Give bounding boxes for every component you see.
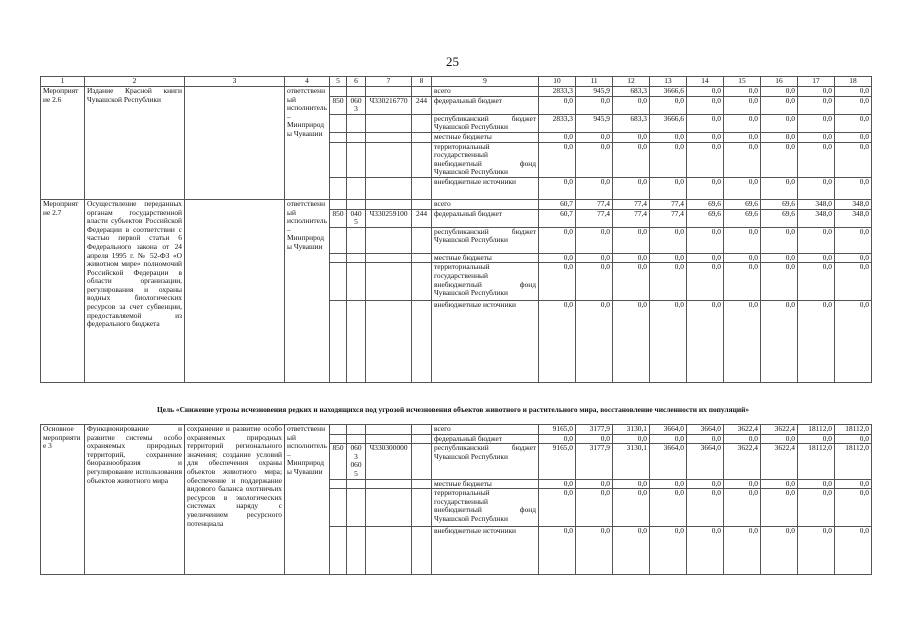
amount-cell: 0,0: [761, 479, 798, 489]
task-text: сохранение и развитие особо охраняемых природных территорий регионального значения; создание условий для обеспечения охраны объектов животного мира; обеспечение и поддержание видового баланса охотничьих ресурсов в экологических системах наряду с увеличением ресурсного потенциала: [185, 425, 285, 575]
amount-cell: 0,0: [724, 114, 761, 132]
amount-cell: 0,0: [650, 142, 687, 177]
amount-cell: 0,0: [761, 87, 798, 97]
amount-cell: 0,0: [761, 227, 798, 253]
amount-cell: 0,0: [613, 489, 650, 527]
header-cell-12: 12: [613, 77, 650, 87]
amount-cell: 0,0: [613, 301, 650, 383]
funding-source: федеральный бюджет: [432, 209, 539, 227]
funding-source: республиканский бюджет Чувашской Республики: [432, 444, 539, 479]
code-empty: [330, 489, 347, 527]
amount-cell: 0,0: [798, 263, 835, 301]
amount-cell: 3664,0: [650, 444, 687, 479]
measure-name: Осуществление переданных органам государственной власти субъектов Российской Федерации в соответствии с частью первой статьи 6 Федерального закона от 24 апреля 1995 г. № 52-ФЗ «О животном мире» полномочий Российской Федерации в области организации, регулирования и охраны водных биологических ресурсов за счет субвенции, предоставляемой из федерального бюджета: [85, 199, 185, 382]
code-grbs: 850: [330, 96, 347, 114]
amount-cell: 0,0: [650, 132, 687, 142]
amount-cell: 3622,4: [724, 444, 761, 479]
amount-cell: 0,0: [687, 479, 724, 489]
funding-source: республиканский бюджет Чувашской Республики: [432, 114, 539, 132]
code-target: Ч330300000: [366, 444, 412, 479]
amount-cell: 0,0: [613, 96, 650, 114]
code-empty: [330, 177, 347, 199]
amount-cell: 0,0: [576, 227, 613, 253]
task-text: [185, 199, 285, 382]
amount-cell: 0,0: [539, 301, 576, 383]
amount-cell: 0,0: [798, 434, 835, 444]
code-empty: [330, 114, 347, 132]
measure-number: Основное мероприятие 3: [41, 425, 85, 575]
header-cell-14: 14: [687, 77, 724, 87]
amount-cell: 0,0: [613, 263, 650, 301]
code-target: Ч330259100: [366, 209, 412, 227]
code-grbs: 850: [330, 209, 347, 227]
code-empty: [412, 263, 432, 301]
header-cell-7: 7: [366, 77, 412, 87]
amount-cell: 0,0: [761, 96, 798, 114]
amount-cell: 0,0: [761, 301, 798, 383]
amount-cell: 0,0: [798, 177, 835, 199]
code-empty: [412, 132, 432, 142]
task-text: [185, 87, 285, 200]
code-empty: [412, 253, 432, 263]
code-expense: 244: [412, 209, 432, 227]
amount-cell: 0,0: [613, 132, 650, 142]
header-cell-10: 10: [539, 77, 576, 87]
code-empty: [347, 479, 366, 489]
amount-cell: 0,0: [576, 479, 613, 489]
amount-cell: 9165,0: [539, 425, 576, 435]
amount-cell: 18112,0: [798, 425, 835, 435]
amount-cell: 0,0: [835, 489, 872, 527]
code-empty: [366, 132, 412, 142]
amount-cell: 60,7: [539, 209, 576, 227]
budget-table-top: [40, 76, 872, 383]
amount-cell: 0,0: [761, 434, 798, 444]
amount-cell: 0,0: [539, 177, 576, 199]
funding-source: территориальный государственный внебюджетный фонд Чувашской Республики: [432, 263, 539, 301]
amount-cell: 0,0: [835, 301, 872, 383]
amount-cell: 0,0: [576, 177, 613, 199]
code-empty: [412, 301, 432, 383]
amount-cell: 0,0: [687, 489, 724, 527]
header-cell-15: 15: [724, 77, 761, 87]
table-row: [41, 199, 872, 209]
amount-cell: 0,0: [613, 227, 650, 253]
amount-cell: 0,0: [613, 434, 650, 444]
amount-cell: 3130,1: [613, 425, 650, 435]
funding-source: территориальный государственный внебюджетный фонд Чувашской Республики: [432, 142, 539, 177]
amount-cell: 0,0: [539, 142, 576, 177]
amount-cell: 0,0: [835, 142, 872, 177]
code-target: Ч330216770: [366, 96, 412, 114]
header-cell-13: 13: [650, 77, 687, 87]
amount-cell: 0,0: [761, 527, 798, 575]
amount-cell: 77,4: [613, 209, 650, 227]
amount-cell: 0,0: [539, 434, 576, 444]
amount-cell: 348,0: [835, 199, 872, 209]
code-empty: [347, 489, 366, 527]
code-empty: [366, 87, 412, 97]
amount-cell: 0,0: [798, 479, 835, 489]
amount-cell: 0,0: [650, 489, 687, 527]
amount-cell: 0,0: [724, 489, 761, 527]
code-empty: [347, 87, 366, 97]
amount-cell: 0,0: [835, 96, 872, 114]
amount-cell: 0,0: [724, 142, 761, 177]
amount-cell: 0,0: [687, 96, 724, 114]
amount-cell: 0,0: [798, 132, 835, 142]
amount-cell: 0,0: [761, 142, 798, 177]
amount-cell: 0,0: [835, 434, 872, 444]
amount-cell: 0,0: [576, 253, 613, 263]
code-empty: [366, 253, 412, 263]
amount-cell: 3622,4: [761, 444, 798, 479]
amount-cell: 0,0: [576, 96, 613, 114]
code-empty: [330, 227, 347, 253]
code-empty: [412, 177, 432, 199]
header-row: [41, 77, 872, 87]
code-empty: [347, 199, 366, 209]
amount-cell: 0,0: [576, 142, 613, 177]
amount-cell: 0,0: [798, 87, 835, 97]
header-cell-6: 6: [347, 77, 366, 87]
code-grbs: 850: [330, 444, 347, 479]
amount-cell: 0,0: [613, 479, 650, 489]
amount-cell: 0,0: [576, 434, 613, 444]
measure-number: Мероприятие 2.7: [41, 199, 85, 382]
amount-cell: 69,6: [724, 209, 761, 227]
amount-cell: 18112,0: [798, 444, 835, 479]
amount-cell: 0,0: [650, 253, 687, 263]
code-empty: [412, 527, 432, 575]
funding-source: внебюджетные источники: [432, 301, 539, 383]
amount-cell: 348,0: [798, 209, 835, 227]
funding-source: всего: [432, 87, 539, 97]
code-empty: [366, 425, 412, 435]
amount-cell: 77,4: [613, 199, 650, 209]
amount-cell: 0,0: [687, 263, 724, 301]
amount-cell: 0,0: [576, 263, 613, 301]
header-cell-4: 4: [285, 77, 330, 87]
amount-cell: 18112,0: [835, 425, 872, 435]
amount-cell: 3664,0: [687, 425, 724, 435]
amount-cell: 0,0: [539, 132, 576, 142]
amount-cell: 69,6: [724, 199, 761, 209]
code-empty: [347, 527, 366, 575]
amount-cell: 0,0: [539, 489, 576, 527]
responsible-executor: ответственный исполнитель – Минприроды Чувашии: [285, 87, 330, 200]
amount-cell: 0,0: [724, 227, 761, 253]
table-row: [41, 425, 872, 435]
code-section: 0603 0605: [347, 444, 366, 479]
code-empty: [347, 301, 366, 383]
code-section: 0405: [347, 209, 366, 227]
funding-source: местные бюджеты: [432, 479, 539, 489]
amount-cell: 0,0: [650, 527, 687, 575]
amount-cell: 69,6: [687, 199, 724, 209]
code-empty: [347, 132, 366, 142]
code-empty: [330, 142, 347, 177]
amount-cell: 0,0: [687, 301, 724, 383]
amount-cell: 0,0: [687, 87, 724, 97]
amount-cell: 3666,6: [650, 87, 687, 97]
amount-cell: 0,0: [761, 263, 798, 301]
code-empty: [330, 87, 347, 97]
code-empty: [366, 199, 412, 209]
amount-cell: 69,6: [687, 209, 724, 227]
amount-cell: 0,0: [650, 434, 687, 444]
code-empty: [330, 263, 347, 301]
amount-cell: 0,0: [576, 301, 613, 383]
header-cell-11: 11: [576, 77, 613, 87]
page-number: 25: [446, 54, 459, 69]
amount-cell: 0,0: [835, 87, 872, 97]
amount-cell: 0,0: [613, 253, 650, 263]
amount-cell: 0,0: [724, 301, 761, 383]
code-expense: [412, 444, 432, 479]
funding-source: внебюджетные источники: [432, 527, 539, 575]
amount-cell: 0,0: [761, 177, 798, 199]
measure-name: Издание Красной книги Чувашской Республики: [85, 87, 185, 200]
code-empty: [330, 527, 347, 575]
amount-cell: 0,0: [650, 96, 687, 114]
amount-cell: 3664,0: [650, 425, 687, 435]
amount-cell: 0,0: [798, 96, 835, 114]
amount-cell: 3622,4: [761, 425, 798, 435]
code-empty: [366, 227, 412, 253]
amount-cell: 77,4: [650, 209, 687, 227]
amount-cell: 69,6: [761, 199, 798, 209]
code-empty: [330, 425, 347, 435]
code-empty: [347, 434, 366, 444]
code-empty: [347, 142, 366, 177]
code-empty: [412, 114, 432, 132]
amount-cell: 0,0: [835, 263, 872, 301]
responsible-executor: ответственный исполнитель – Минприроды Чувашии: [285, 425, 330, 575]
amount-cell: 0,0: [835, 177, 872, 199]
code-empty: [366, 434, 412, 444]
amount-cell: 0,0: [687, 132, 724, 142]
amount-cell: 0,0: [576, 489, 613, 527]
amount-cell: 0,0: [835, 132, 872, 142]
amount-cell: 3130,1: [613, 444, 650, 479]
amount-cell: 0,0: [539, 479, 576, 489]
code-empty: [412, 479, 432, 489]
amount-cell: 0,0: [576, 527, 613, 575]
goal-heading: Цель «Снижение угрозы исчезновения редких и находящихся под угрозой исчезновения объектов животного и растительного мира, восстановление численности их популяций»: [156, 405, 750, 414]
amount-cell: 0,0: [835, 114, 872, 132]
header-cell-17: 17: [798, 77, 835, 87]
code-empty: [366, 263, 412, 301]
amount-cell: 0,0: [724, 253, 761, 263]
amount-cell: 2833,3: [539, 114, 576, 132]
amount-cell: 0,0: [613, 142, 650, 177]
amount-cell: 0,0: [724, 434, 761, 444]
amount-cell: 0,0: [798, 227, 835, 253]
header-cell-8: 8: [412, 77, 432, 87]
amount-cell: 0,0: [724, 263, 761, 301]
funding-source: местные бюджеты: [432, 253, 539, 263]
amount-cell: 0,0: [687, 253, 724, 263]
amount-cell: 77,4: [650, 199, 687, 209]
amount-cell: 0,0: [576, 132, 613, 142]
code-empty: [330, 301, 347, 383]
amount-cell: 77,4: [576, 209, 613, 227]
amount-cell: 0,0: [798, 527, 835, 575]
amount-cell: 0,0: [798, 301, 835, 383]
amount-cell: 0,0: [798, 114, 835, 132]
amount-cell: 0,0: [761, 253, 798, 263]
amount-cell: 0,0: [650, 227, 687, 253]
amount-cell: 2833,3: [539, 87, 576, 97]
code-empty: [366, 114, 412, 132]
amount-cell: 0,0: [798, 489, 835, 527]
funding-source: республиканский бюджет Чувашской Республики: [432, 227, 539, 253]
amount-cell: 0,0: [539, 96, 576, 114]
amount-cell: 0,0: [687, 527, 724, 575]
code-empty: [347, 227, 366, 253]
code-expense: 244: [412, 96, 432, 114]
amount-cell: 0,0: [724, 527, 761, 575]
amount-cell: 0,0: [650, 479, 687, 489]
amount-cell: 0,0: [798, 142, 835, 177]
code-empty: [347, 263, 366, 301]
amount-cell: 0,0: [761, 132, 798, 142]
code-empty: [347, 114, 366, 132]
amount-cell: 3664,0: [687, 444, 724, 479]
code-empty: [412, 227, 432, 253]
funding-source: внебюджетные источники: [432, 177, 539, 199]
code-empty: [330, 199, 347, 209]
budget-table-bottom: [40, 424, 872, 575]
amount-cell: 0,0: [650, 177, 687, 199]
amount-cell: 0,0: [650, 301, 687, 383]
amount-cell: 683,3: [613, 87, 650, 97]
code-empty: [366, 301, 412, 383]
code-empty: [412, 87, 432, 97]
code-empty: [412, 434, 432, 444]
amount-cell: 0,0: [687, 142, 724, 177]
amount-cell: 3666,6: [650, 114, 687, 132]
code-empty: [412, 425, 432, 435]
amount-cell: 0,0: [613, 177, 650, 199]
header-cell-1: 1: [41, 77, 85, 87]
funding-source: местные бюджеты: [432, 132, 539, 142]
amount-cell: 0,0: [539, 263, 576, 301]
amount-cell: 0,0: [724, 479, 761, 489]
responsible-executor: ответственный исполнитель – Минприроды Чувашии: [285, 199, 330, 382]
amount-cell: 69,6: [761, 209, 798, 227]
amount-cell: 0,0: [835, 227, 872, 253]
amount-cell: 0,0: [724, 177, 761, 199]
funding-source: федеральный бюджет: [432, 434, 539, 444]
header-cell-9: 9: [432, 77, 539, 87]
amount-cell: 3622,4: [724, 425, 761, 435]
funding-source: федеральный бюджет: [432, 96, 539, 114]
amount-cell: 945,9: [576, 87, 613, 97]
code-empty: [412, 199, 432, 209]
funding-source: территориальный государственный внебюджетный фонд Чувашской Республики: [432, 489, 539, 527]
amount-cell: 683,3: [613, 114, 650, 132]
code-empty: [366, 489, 412, 527]
amount-cell: 348,0: [835, 209, 872, 227]
amount-cell: 0,0: [724, 96, 761, 114]
amount-cell: 0,0: [724, 132, 761, 142]
amount-cell: 9165,0: [539, 444, 576, 479]
amount-cell: 0,0: [687, 434, 724, 444]
measure-number: Мероприятие 2.6: [41, 87, 85, 200]
amount-cell: 0,0: [798, 253, 835, 263]
amount-cell: 0,0: [539, 527, 576, 575]
table-row: [41, 87, 872, 97]
amount-cell: 0,0: [650, 263, 687, 301]
measure-name: Функционирование и развитие системы особо охраняемых природных территорий, сохранение биоразнообразия и регулирование использования объектов животного мира: [85, 425, 185, 575]
code-empty: [366, 479, 412, 489]
code-empty: [330, 132, 347, 142]
header-cell-2: 2: [85, 77, 185, 87]
header-cell-16: 16: [761, 77, 798, 87]
amount-cell: 945,9: [576, 114, 613, 132]
code-empty: [330, 253, 347, 263]
amount-cell: 0,0: [724, 87, 761, 97]
amount-cell: 77,4: [576, 199, 613, 209]
header-cell-3: 3: [185, 77, 285, 87]
code-empty: [330, 479, 347, 489]
amount-cell: 0,0: [539, 227, 576, 253]
amount-cell: 0,0: [687, 114, 724, 132]
amount-cell: 0,0: [687, 177, 724, 199]
header-cell-5: 5: [330, 77, 347, 87]
amount-cell: 0,0: [761, 489, 798, 527]
code-empty: [366, 177, 412, 199]
header-cell-18: 18: [835, 77, 872, 87]
amount-cell: 0,0: [613, 527, 650, 575]
amount-cell: 0,0: [835, 253, 872, 263]
amount-cell: 3177,9: [576, 425, 613, 435]
amount-cell: 0,0: [687, 227, 724, 253]
code-section: 0603: [347, 96, 366, 114]
amount-cell: 348,0: [798, 199, 835, 209]
code-empty: [366, 142, 412, 177]
funding-source: всего: [432, 425, 539, 435]
amount-cell: 0,0: [835, 527, 872, 575]
code-empty: [412, 142, 432, 177]
code-empty: [366, 527, 412, 575]
code-empty: [347, 425, 366, 435]
amount-cell: 0,0: [539, 253, 576, 263]
amount-cell: 60,7: [539, 199, 576, 209]
code-empty: [330, 434, 347, 444]
code-empty: [412, 489, 432, 527]
code-empty: [347, 177, 366, 199]
code-empty: [347, 253, 366, 263]
amount-cell: 0,0: [761, 114, 798, 132]
amount-cell: 3177,9: [576, 444, 613, 479]
amount-cell: 18112,0: [835, 444, 872, 479]
amount-cell: 0,0: [835, 479, 872, 489]
funding-source: всего: [432, 199, 539, 209]
